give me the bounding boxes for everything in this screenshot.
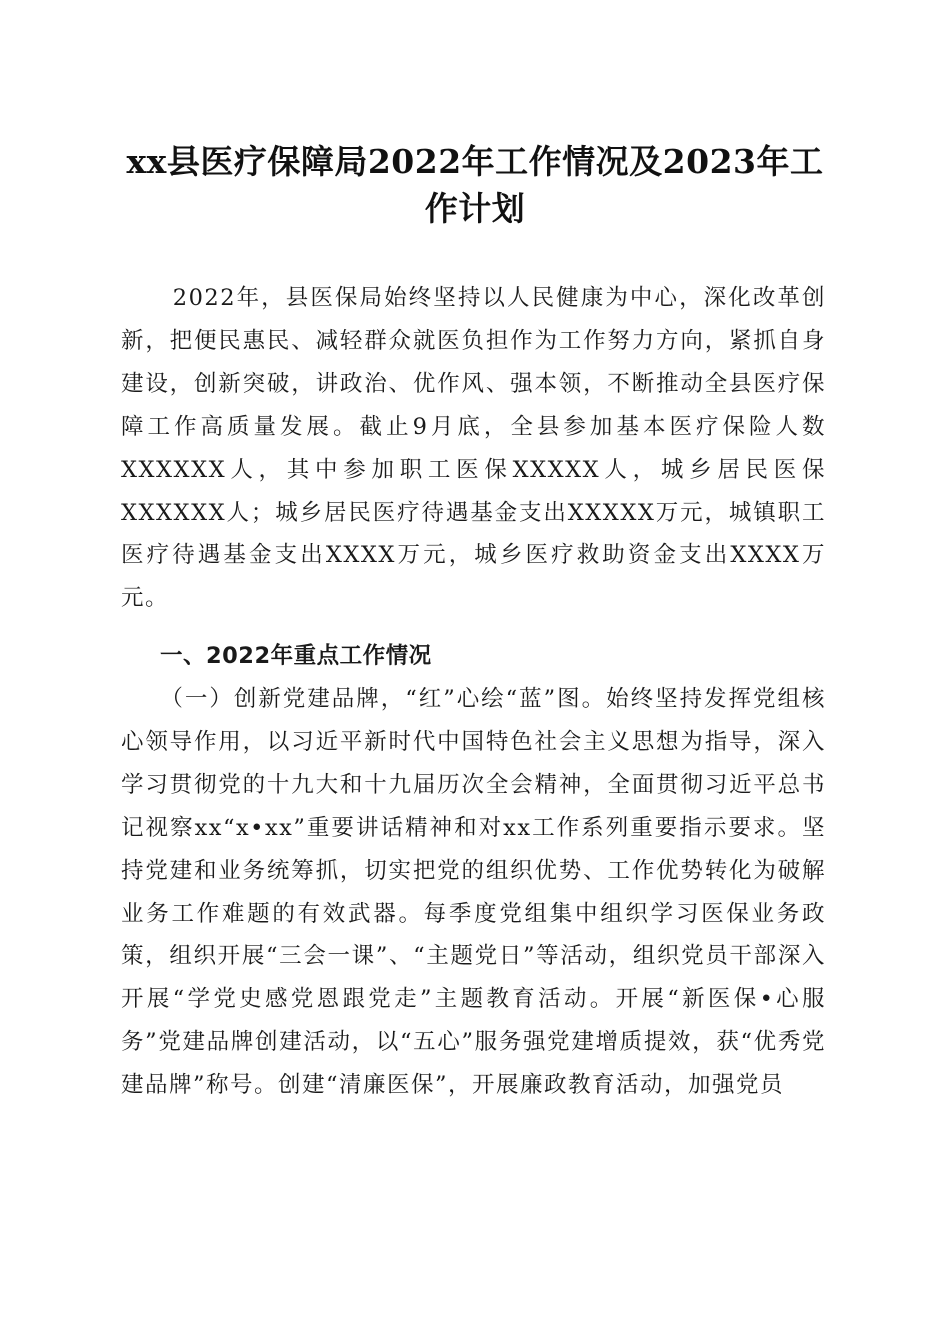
- section-heading: 一、2022年重点工作情况: [160, 643, 432, 669]
- intro-paragraph: 2022年，县医保局始终坚持以人民健康为中心，深化改革创新，把便民惠民、减轻群众就医负担作为工作努力方向，紧抓自身建设，创新突破，讲政治、优作风、强本领，不断推动全县医疗保障工作高质量发展。截止9月底，全县参加基本医疗保险人数XXXXXX人，其中参加职工医保XXXXX人，城乡居民医保XXXXXX人；城乡居民医疗待遇基金支出XXXXX万元，城镇职工医疗待遇基金支出XXXX万元，城乡医疗救助资金支出XXXX万元。: [121, 285, 826, 612]
- document-title: xx县医疗保障局2022年工作情况及2023年工作计划: [126, 142, 824, 228]
- section-paragraph: （一）创新党建品牌，“红”心绘“蓝”图。始终坚持发挥党组核心领导作用，以习近平新时代中国特色社会主义思想为指导，深入学习贯彻党的十九大和十九届历次全会精神，全面贯彻习近平总书记视察xx“x•xx”重要讲话精神和对xx工作系列重要指示要求。坚持党建和业务统筹抓，切实把党的组织优势、工作优势转化为破解业务工作难题的有效武器。每季度党组集中组织学习医保业务政策，组织开展“三会一课”、“主题党日”等活动，组织党员干部深入开展“学党史感党恩跟党走”主题教育活动。开展“新医保•心服务”党建品牌创建活动，以“五心”服务强党建增质提效，获“优秀党建品牌”称号。创建“清廉医保”，开展廉政教育活动，加强党员: [121, 686, 826, 1099]
